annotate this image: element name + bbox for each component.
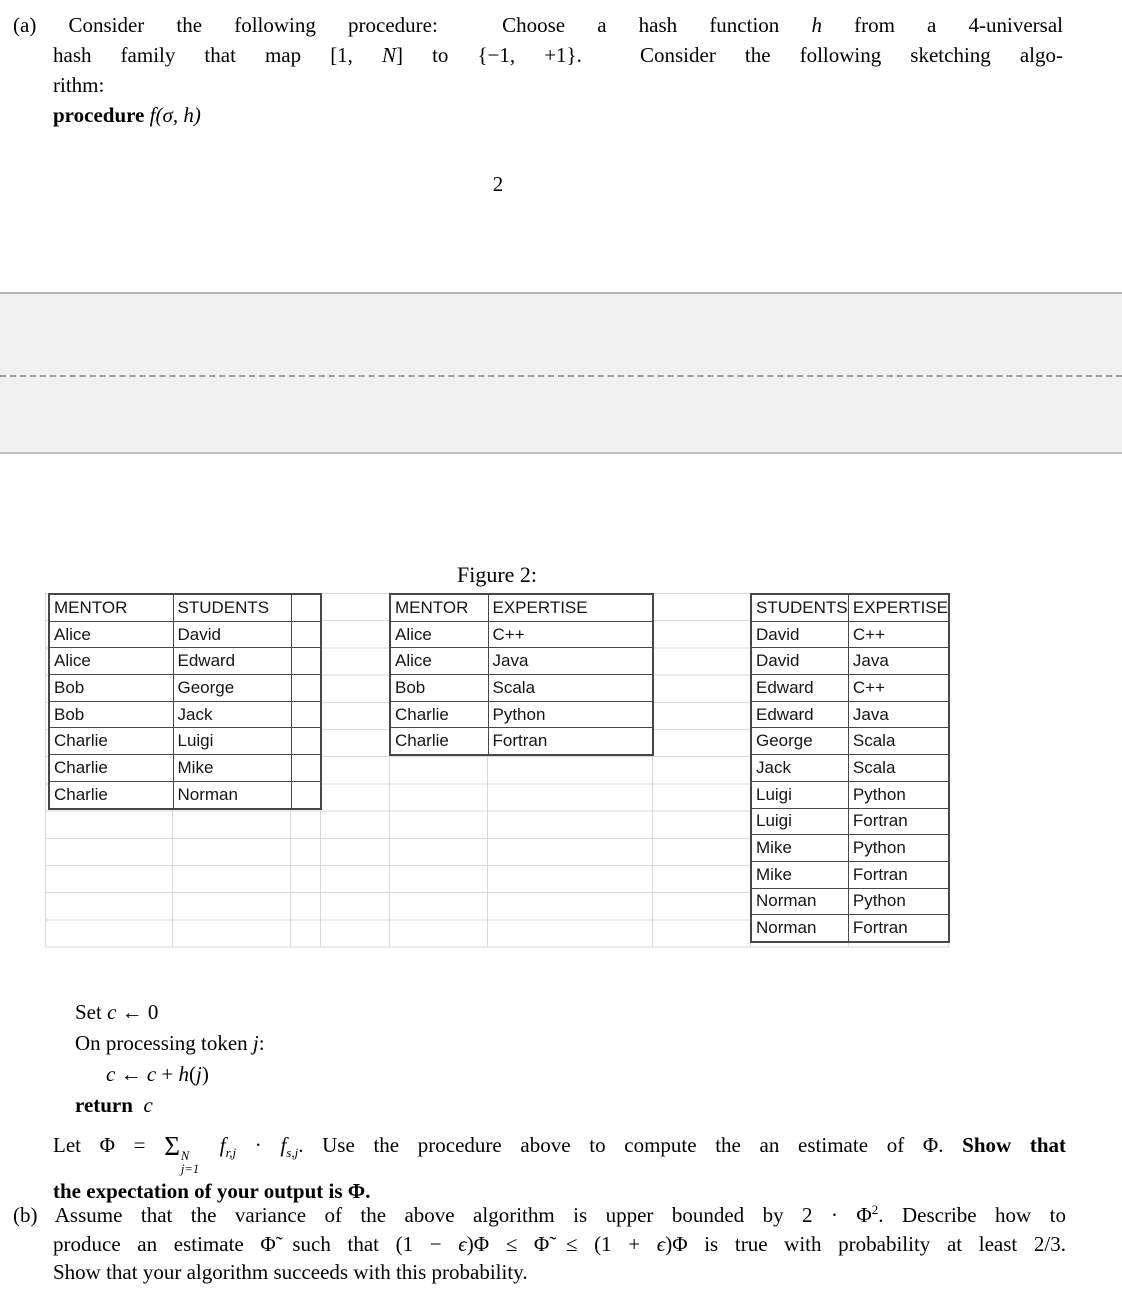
table-row xyxy=(751,888,949,915)
table-header-row xyxy=(49,594,321,621)
table-cell: Edward xyxy=(751,701,848,728)
column-header: STUDENTS xyxy=(751,594,848,621)
table-cell: Java xyxy=(488,648,653,675)
table-cell xyxy=(291,621,321,648)
spreadsheet-grid xyxy=(45,593,950,952)
table-row xyxy=(49,755,321,782)
part-a-paragraph xyxy=(13,10,1063,130)
table-row xyxy=(390,648,653,675)
table-cell: George xyxy=(751,728,848,755)
table-cell: Fortran xyxy=(488,728,653,755)
table-cell: Charlie xyxy=(49,781,173,808)
table-row xyxy=(751,861,949,888)
table-cell: Luigi xyxy=(173,728,291,755)
procedure-declaration: procedure f(σ, h) xyxy=(53,103,201,127)
part-b-line-1: (b) Assume that the variance of the above algorithm is upper bounded by $2 \cdot \Phi^2$. Describe how to xyxy=(13,1202,1066,1227)
table-cell: Python xyxy=(848,781,949,808)
table-row xyxy=(390,728,653,755)
table-cell: Norman xyxy=(751,915,848,942)
table-cell: Java xyxy=(848,701,949,728)
table-cell: Mike xyxy=(751,861,848,888)
table-cell: Scala xyxy=(848,755,949,782)
table-cell: Alice xyxy=(49,621,173,648)
table-cell: C++ xyxy=(488,621,653,648)
table-row xyxy=(751,621,949,648)
algorithm-update-line: c ← c + h(j) xyxy=(106,1062,209,1086)
table-cell: Luigi xyxy=(751,808,848,835)
table-row xyxy=(751,808,949,835)
table-cell: Alice xyxy=(390,648,488,675)
table-row xyxy=(751,648,949,675)
algorithm-onprocess-line: On processing token j: xyxy=(75,1031,265,1055)
table-cell xyxy=(291,781,321,808)
table-cell: Jack xyxy=(173,701,291,728)
table-cell xyxy=(291,728,321,755)
table-cell xyxy=(291,675,321,702)
table-cell xyxy=(291,701,321,728)
part-b-line-3: Show that your algorithm succeeds with this probability. xyxy=(53,1260,528,1284)
page-separator-dashed-line xyxy=(0,375,1122,377)
algorithm-set-line: Set c ← 0 xyxy=(75,1000,159,1024)
column-header: STUDENTS xyxy=(173,594,291,621)
column-header: EXPERTISE xyxy=(488,594,653,621)
table-row xyxy=(751,675,949,702)
table-row xyxy=(49,648,321,675)
table-row xyxy=(49,621,321,648)
table-cell: Jack xyxy=(751,755,848,782)
table-row xyxy=(49,728,321,755)
table-cell: Bob xyxy=(390,675,488,702)
table-cell: Edward xyxy=(173,648,291,675)
phi-line-2: the expectation of your output is Φ. xyxy=(53,1179,371,1204)
page-number: 2 xyxy=(492,172,504,196)
table-cell: Edward xyxy=(751,675,848,702)
table-cell: Scala xyxy=(488,675,653,702)
table-cell: David xyxy=(173,621,291,648)
table-cell: Luigi xyxy=(751,781,848,808)
table-cell: Charlie xyxy=(49,755,173,782)
table-row xyxy=(751,755,949,782)
table-cell: Norman xyxy=(751,888,848,915)
table-row xyxy=(751,781,949,808)
table-row xyxy=(751,835,949,862)
table-cell: Java xyxy=(848,648,949,675)
table-row xyxy=(390,621,653,648)
table-cell: Bob xyxy=(49,701,173,728)
column-header: MENTOR xyxy=(390,594,488,621)
table-cell xyxy=(291,648,321,675)
table-cell: Norman xyxy=(173,781,291,808)
part-b-line-2: produce an estimate Φ̃ such that (1 − ϵ)Φ ≤ Φ̃ ≤ (1 + ϵ)Φ is true with probability at least 2/3. xyxy=(53,1231,1066,1256)
table-header-row xyxy=(751,594,949,621)
part-a-line-1: (a) Consider the following procedure: Choose a hash function h from a 4-universal xyxy=(13,13,1063,37)
table-cell: Python xyxy=(488,701,653,728)
table-cell: Python xyxy=(848,835,949,862)
table-cell: Python xyxy=(848,888,949,915)
table-row xyxy=(49,675,321,702)
table-row xyxy=(49,701,321,728)
faint-gridline xyxy=(45,593,46,947)
table-cell: David xyxy=(751,648,848,675)
table-cell: Fortran xyxy=(848,808,949,835)
table-cell: George xyxy=(173,675,291,702)
table-cell xyxy=(291,755,321,782)
table-cell: Charlie xyxy=(49,728,173,755)
table-cell: Bob xyxy=(49,675,173,702)
table-cell: Alice xyxy=(390,621,488,648)
column-header: MENTOR xyxy=(49,594,173,621)
table-header-row xyxy=(390,594,653,621)
table-cell: David xyxy=(751,621,848,648)
table-cell: Mike xyxy=(751,835,848,862)
column-header: EXPERTISE xyxy=(848,594,949,621)
table-cell: Alice xyxy=(49,648,173,675)
table-row xyxy=(390,701,653,728)
table-students-expertise xyxy=(750,593,950,943)
algorithm-block xyxy=(75,997,265,1121)
table-cell: Fortran xyxy=(848,915,949,942)
table-cell: C++ xyxy=(848,621,949,648)
table-row xyxy=(751,728,949,755)
table-cell: Charlie xyxy=(390,701,488,728)
table-mentor-expertise xyxy=(389,593,654,756)
table-row xyxy=(390,675,653,702)
table-cell: Fortran xyxy=(848,861,949,888)
page-break-band xyxy=(0,292,1122,454)
table-row xyxy=(751,701,949,728)
phi-line-1: Let Φ = Σ N j=1 $f_{r,j} \cdot f_{s,j}$. Use the procedure above to compute the an estimate of Φ. Show that xyxy=(53,1131,1067,1177)
table-cell: Charlie xyxy=(390,728,488,755)
table-cell: C++ xyxy=(848,675,949,702)
algorithm-return-line: return c xyxy=(75,1093,153,1117)
table-row xyxy=(49,781,321,808)
phi-paragraph xyxy=(53,1126,1066,1206)
figure-caption: Figure 2: xyxy=(456,562,538,587)
table-cell: Mike xyxy=(173,755,291,782)
sum-limits: N j=1 xyxy=(180,1149,200,1177)
column-header xyxy=(291,594,321,621)
table-row xyxy=(751,915,949,942)
part-a-line-3: rithm: xyxy=(53,73,105,97)
table-cell: Scala xyxy=(848,728,949,755)
table-mentor-students xyxy=(48,593,322,810)
part-b-paragraph xyxy=(13,1196,1066,1287)
part-a-line-2: hash family that map [1, N] to {−1, +1}. Consider the following sketching algo- xyxy=(53,43,1063,67)
